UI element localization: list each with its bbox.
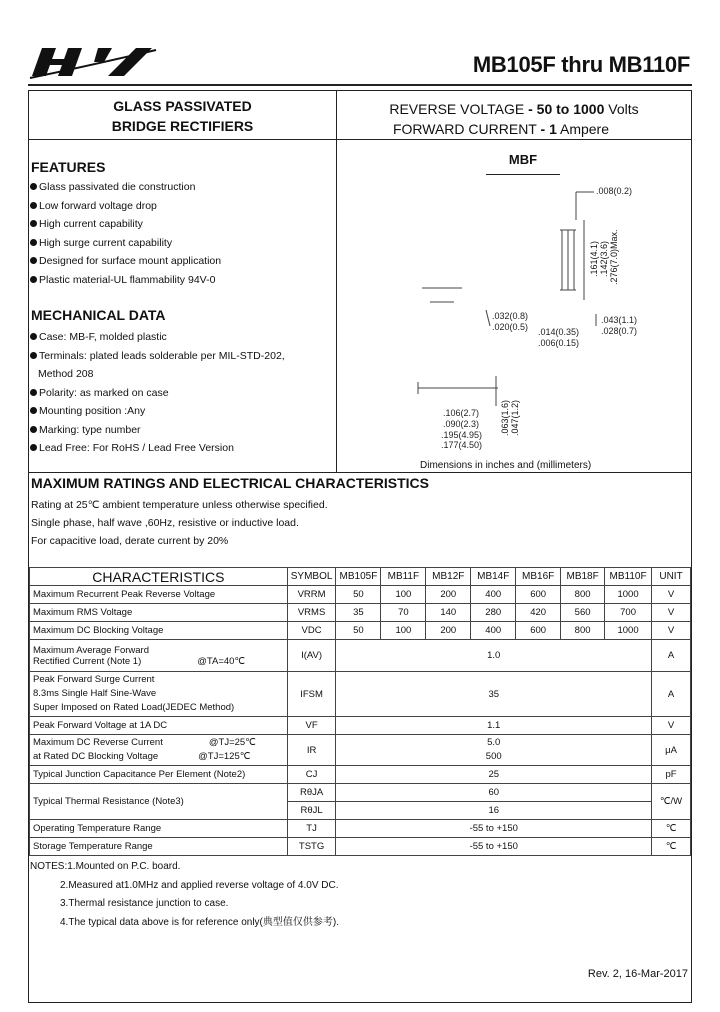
mechanical-list: [30, 328, 285, 458]
cell-value: 100: [381, 586, 426, 604]
cell-value: 35: [336, 672, 652, 717]
product-type-line2: BRIDGE RECTIFIERS: [111, 118, 254, 134]
bullet-icon: [30, 352, 37, 359]
product-type-line1: GLASS PASSIVATED: [113, 98, 252, 114]
row-unit: V: [652, 604, 691, 622]
cell-value: 50: [336, 622, 381, 640]
row-symbol: I(AV): [287, 640, 336, 672]
cell-value: 60: [336, 784, 652, 802]
cell-value: 560: [561, 604, 605, 622]
row-label: Typical Junction Capacitance Per Element (Note2): [30, 766, 288, 784]
cell-value: 200: [426, 586, 471, 604]
dim-label: .106(2.7): [443, 408, 480, 418]
row-symbol: VRRM: [287, 586, 336, 604]
row-symbol: VDC: [287, 622, 336, 640]
cell-value: 1.0: [336, 640, 652, 672]
ratings-title: MAXIMUM RATINGS AND ELECTRICAL CHARACTERISTICS: [31, 475, 429, 491]
divider-header: [28, 139, 692, 140]
page-title: MB105F thru MB110F: [472, 52, 690, 77]
dim-label: .142(3.6): [599, 240, 609, 277]
row-label: Maximum DC Blocking Voltage: [30, 622, 288, 640]
dim-label: .047(1.2): [510, 399, 520, 436]
row-unit: V: [652, 622, 691, 640]
reverse-voltage-value: 50 to 1000: [536, 101, 605, 117]
cell-value: 400: [471, 622, 516, 640]
row-label: Typical Thermal Resistance (Note3): [30, 784, 288, 820]
dim-label: .063(1.6): [500, 399, 510, 436]
forward-current-label: FORWARD CURRENT: [392, 121, 537, 137]
cell-value: 35: [336, 604, 381, 622]
row-unit: V: [652, 717, 691, 735]
table-row: [30, 640, 691, 672]
features-list: [30, 178, 221, 289]
ratings-table: [29, 567, 691, 856]
row-symbol: VF: [287, 717, 336, 735]
dim-label: .028(0.7): [601, 326, 638, 336]
row-symbol: IFSM: [287, 672, 336, 717]
row-symbol: TSTG: [287, 838, 336, 856]
row-symbol: VRMS: [287, 604, 336, 622]
row-unit: ℃: [652, 820, 691, 838]
cell-value: 25: [336, 766, 652, 784]
bullet-icon: [30, 389, 37, 396]
cell-value: 100: [381, 622, 426, 640]
table-row: [30, 838, 691, 856]
bullet-icon: [30, 333, 37, 340]
list-item: Designed for surface mount application: [30, 252, 221, 271]
dim-label: .032(0.8): [492, 311, 529, 321]
package-name-rule: [486, 174, 560, 175]
divider-ratings: [28, 472, 692, 473]
row-label: Peak Forward Surge Current 8.3ms Single Half Sine-Wave Super Imposed on Rated Load(JEDEC Method): [30, 672, 288, 717]
revision-label: Rev. 2, 16-Mar-2017: [587, 968, 688, 980]
dimensions-caption: Dimensions in inches and (millimeters): [420, 460, 592, 471]
table-header: CHARACTERISTICS: [30, 568, 288, 586]
divider-vertical: [336, 90, 337, 472]
cell-value: 70: [381, 604, 426, 622]
table-header: MB18F: [561, 568, 605, 586]
list-item: Marking: type number: [30, 421, 285, 440]
cell-value: 700: [605, 604, 652, 622]
list-item: Terminals: plated leads solderable per MIL-STD-202,: [30, 347, 285, 366]
row-label: Maximum Recurrent Peak Reverse Voltage: [30, 586, 288, 604]
bullet-icon: [30, 407, 37, 414]
dim-label: .006(0.15): [538, 338, 580, 348]
table-header: UNIT: [652, 568, 691, 586]
table-row: [30, 586, 691, 604]
cell-value: 420: [516, 604, 561, 622]
cell-value: 800: [561, 622, 605, 640]
row-label: Operating Temperature Range: [30, 820, 288, 838]
reverse-voltage-line: [337, 99, 691, 119]
list-item: High surge current capability: [30, 234, 221, 253]
reverse-voltage-unit: Volts: [608, 101, 639, 117]
note-line: 2.Measured at1.0MHz and applied reverse voltage of 4.0V DC.: [60, 879, 339, 891]
ratings-note-1: Rating at 25℃ ambient temperature unless otherwise specified.: [31, 499, 328, 511]
row-unit: pF: [652, 766, 691, 784]
cell-value: 200: [426, 622, 471, 640]
list-item: Case: MB-F, molded plastic: [30, 328, 285, 347]
bullet-icon: [30, 220, 37, 227]
table-header: MB16F: [516, 568, 561, 586]
bullet-icon: [30, 276, 37, 283]
features-title: FEATURES: [31, 159, 106, 175]
table-row: [30, 766, 691, 784]
row-symbol: RθJA: [287, 784, 336, 802]
bullet-icon: [30, 183, 37, 190]
dim-label: .090(2.3): [443, 419, 480, 429]
cell-value: 1000: [605, 622, 652, 640]
row-symbol: RθJL: [287, 802, 336, 820]
row-symbol: TJ: [287, 820, 336, 838]
bullet-icon: [30, 426, 37, 433]
mechanical-title: MECHANICAL DATA: [31, 307, 166, 323]
cell-value: 140: [426, 604, 471, 622]
list-item: Mounting position :Any: [30, 402, 285, 421]
ratings-note-2: Single phase, half wave ,60Hz, resistive or inductive load.: [31, 517, 299, 529]
table-row: [30, 717, 691, 735]
table-header: MB14F: [471, 568, 516, 586]
reverse-voltage-label: REVERSE VOLTAGE: [389, 101, 525, 117]
row-unit: A: [652, 672, 691, 717]
cell-value: 400: [471, 586, 516, 604]
cell-value: 600: [516, 586, 561, 604]
list-item: Plastic material-UL flammability 94V-0: [30, 271, 221, 290]
notes: [30, 858, 339, 932]
row-unit: ℃: [652, 838, 691, 856]
hy-logo: [28, 44, 160, 80]
dim-label: .014(0.35): [538, 327, 580, 337]
package-name: MBF: [508, 152, 538, 167]
note-line: 4.The typical data above is for reference only(典型值仅供参考).: [60, 916, 339, 928]
reverse-voltage-dash: -: [528, 101, 533, 117]
row-unit: ℃/W: [652, 784, 691, 820]
table-row: [30, 672, 691, 717]
row-label: Maximum Average Forward Rectified Current (Note 1) @TA=40℃: [30, 640, 288, 672]
product-type: [29, 91, 336, 139]
table-row: [30, 784, 691, 802]
row-unit: μA: [652, 735, 691, 766]
row-label: Maximum RMS Voltage: [30, 604, 288, 622]
forward-current-unit: Ampere: [559, 121, 610, 137]
row-unit: A: [652, 640, 691, 672]
row-label: Peak Forward Voltage at 1A DC: [30, 717, 288, 735]
table-header: MB11F: [381, 568, 426, 586]
table-row: [30, 604, 691, 622]
forward-current-dash: -: [540, 121, 546, 137]
dim-label: .276(7.0)Max.: [609, 229, 619, 285]
cell-value: 16: [336, 802, 652, 820]
list-item: Polarity: as marked on case: [30, 384, 285, 403]
ratings-summary: [337, 91, 691, 139]
list-item: Glass passivated die construction: [30, 178, 221, 197]
dim-label: .161(4.1): [589, 240, 599, 277]
dim-label: .008(0.2): [596, 186, 633, 196]
cell-value: -55 to +150: [336, 820, 652, 838]
table-row: [30, 735, 691, 766]
list-item: Lead Free: For RoHS / Lead Free Version: [30, 439, 285, 458]
list-item: High current capability: [30, 215, 221, 234]
table-header: MB105F: [336, 568, 381, 586]
row-label: Maximum DC Reverse Current @TJ=25℃ at Rated DC Blocking Voltage @TJ=125℃: [30, 735, 288, 766]
table-header: MB12F: [426, 568, 471, 586]
bullet-icon: [30, 257, 37, 264]
row-unit: V: [652, 586, 691, 604]
table-header-row: [30, 568, 691, 586]
bullet-icon: [30, 444, 37, 451]
row-symbol: IR: [287, 735, 336, 766]
cell-value: 1.1: [336, 717, 652, 735]
forward-current-line: [311, 119, 691, 139]
cell-value: 800: [561, 586, 605, 604]
title-rule: [28, 84, 692, 86]
ratings-note-3: For capacitive load, derate current by 20%: [31, 535, 229, 547]
dim-label: .177(4.50): [441, 440, 483, 450]
row-symbol: CJ: [287, 766, 336, 784]
row-label: Storage Temperature Range: [30, 838, 288, 856]
cell-value: 1000: [605, 586, 652, 604]
cell-value: 280: [471, 604, 516, 622]
cell-value: 600: [516, 622, 561, 640]
note-line: 3.Thermal resistance junction to case.: [60, 898, 229, 909]
list-item: Method 208: [38, 368, 94, 380]
table-header: SYMBOL: [287, 568, 336, 586]
note-line: NOTES:1.Mounted on P.C. board.: [30, 861, 181, 872]
dim-label: .020(0.5): [492, 322, 529, 332]
table-header: MB110F: [605, 568, 652, 586]
table-row: [30, 820, 691, 838]
cell-value: 5.0 500: [336, 735, 652, 766]
bullet-icon: [30, 202, 37, 209]
bullet-icon: [30, 239, 37, 246]
list-item: Low forward voltage drop: [30, 197, 221, 216]
dim-label: .043(1.1): [601, 315, 638, 325]
table-row: [30, 622, 691, 640]
forward-current-value: 1: [549, 121, 557, 137]
dim-label: .195(4.95): [441, 430, 483, 440]
cell-value: -55 to +150: [336, 838, 652, 856]
cell-value: 50: [336, 586, 381, 604]
